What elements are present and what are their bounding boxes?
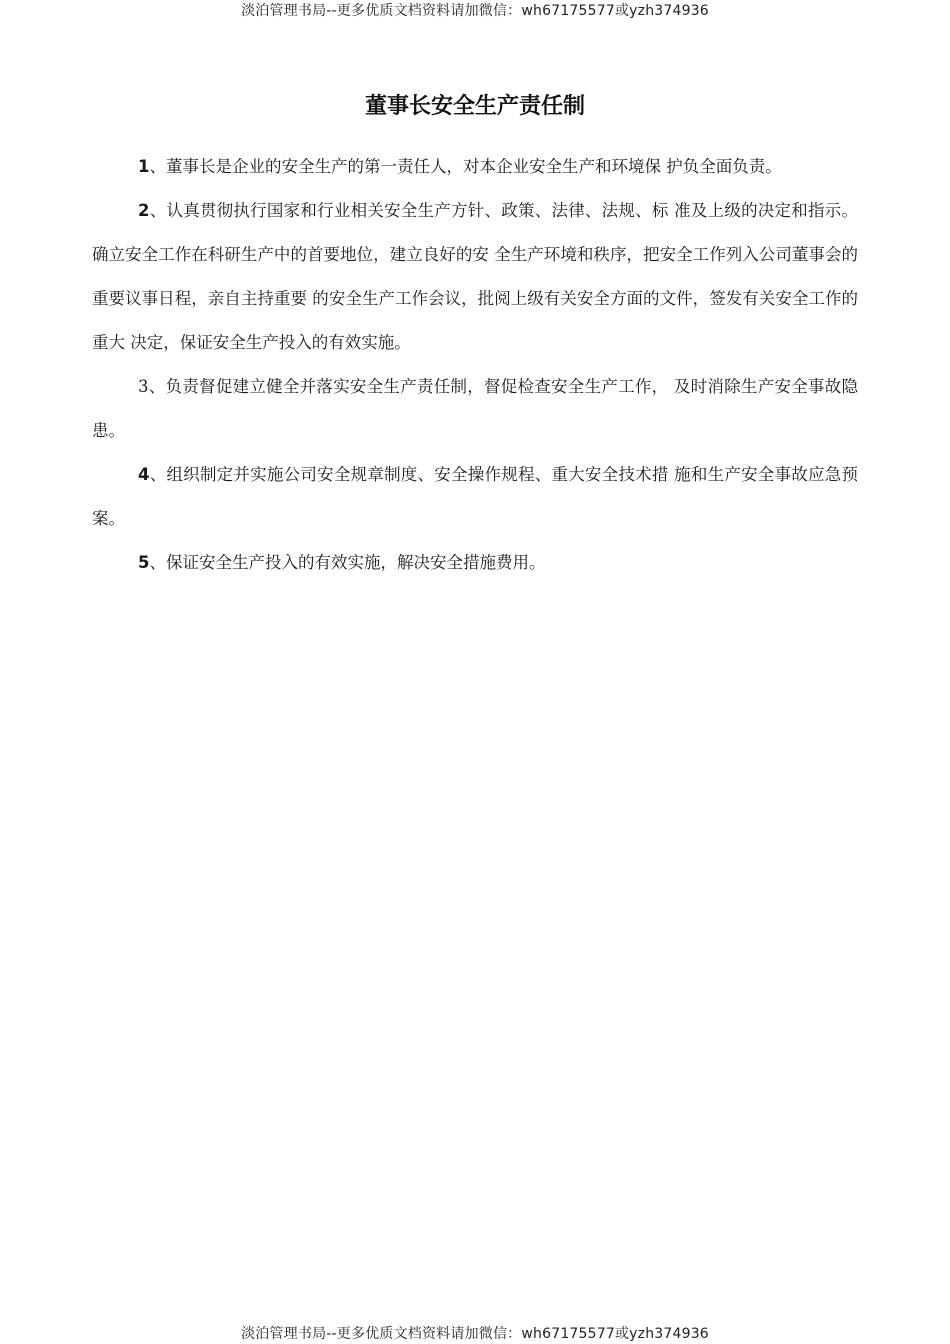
paragraph-text: 负责督促建立健全并落实安全生产责任制，督促检查安全生产工作， 及时消除生产安全事故隐患。 [92,377,859,440]
paragraph-4 [92,453,858,541]
paragraph-number: 1 [138,157,150,176]
paragraph-5 [92,541,858,585]
paragraph-number: 5 [138,553,150,572]
page-footer-watermark: 淡泊管理书局--更多优质文档资料请加微信：wh67175577或yzh374936 [241,1326,709,1342]
paragraph-2 [92,189,858,365]
paragraph-separator: 、 [149,157,166,176]
paragraph-number: 2 [138,201,150,220]
paragraph-separator: 、 [149,553,166,572]
paragraph-separator: 、 [149,201,167,220]
paragraph-1 [92,145,858,189]
document-body [92,145,858,585]
paragraph-text: 认真贯彻执行国家和行业相关安全生产方针、政策、法律、法规、标 准及上级的决定和指示。确立安全工作在科研生产中的首要地位，建立良好的安 全生产环境和秩序，把安全工作列入公司董事会的重要议事日程，亲自主持重要 的安全生产工作会议，批阅上级有关安全方面的文件，签发有关安全工作的重大 决定，保证安全生产投入的有效实施。 [92,201,859,352]
paragraph-text: 董事长是企业的安全生产的第一责任人，对本企业安全生产和环境保 护负全面负责。 [165,157,782,176]
document-title: 董事长安全生产责任制 [364,94,585,119]
paragraph-number: 4 [138,465,150,484]
paragraph-3 [92,365,858,453]
paragraph-text: 保证安全生产投入的有效实施，解决安全措施费用。 [165,553,546,572]
page-header-watermark: 淡泊管理书局--更多优质文档资料请加微信：wh67175577或yzh374936 [241,3,709,19]
paragraph-separator: 、 [149,465,167,484]
paragraph-separator: 、 [148,377,166,396]
paragraph-text: 组织制定并实施公司安全规章制度、安全操作规程、重大安全技术措 施和生产安全事故应急预案。 [92,465,859,528]
paragraph-number: 3 [138,377,149,396]
